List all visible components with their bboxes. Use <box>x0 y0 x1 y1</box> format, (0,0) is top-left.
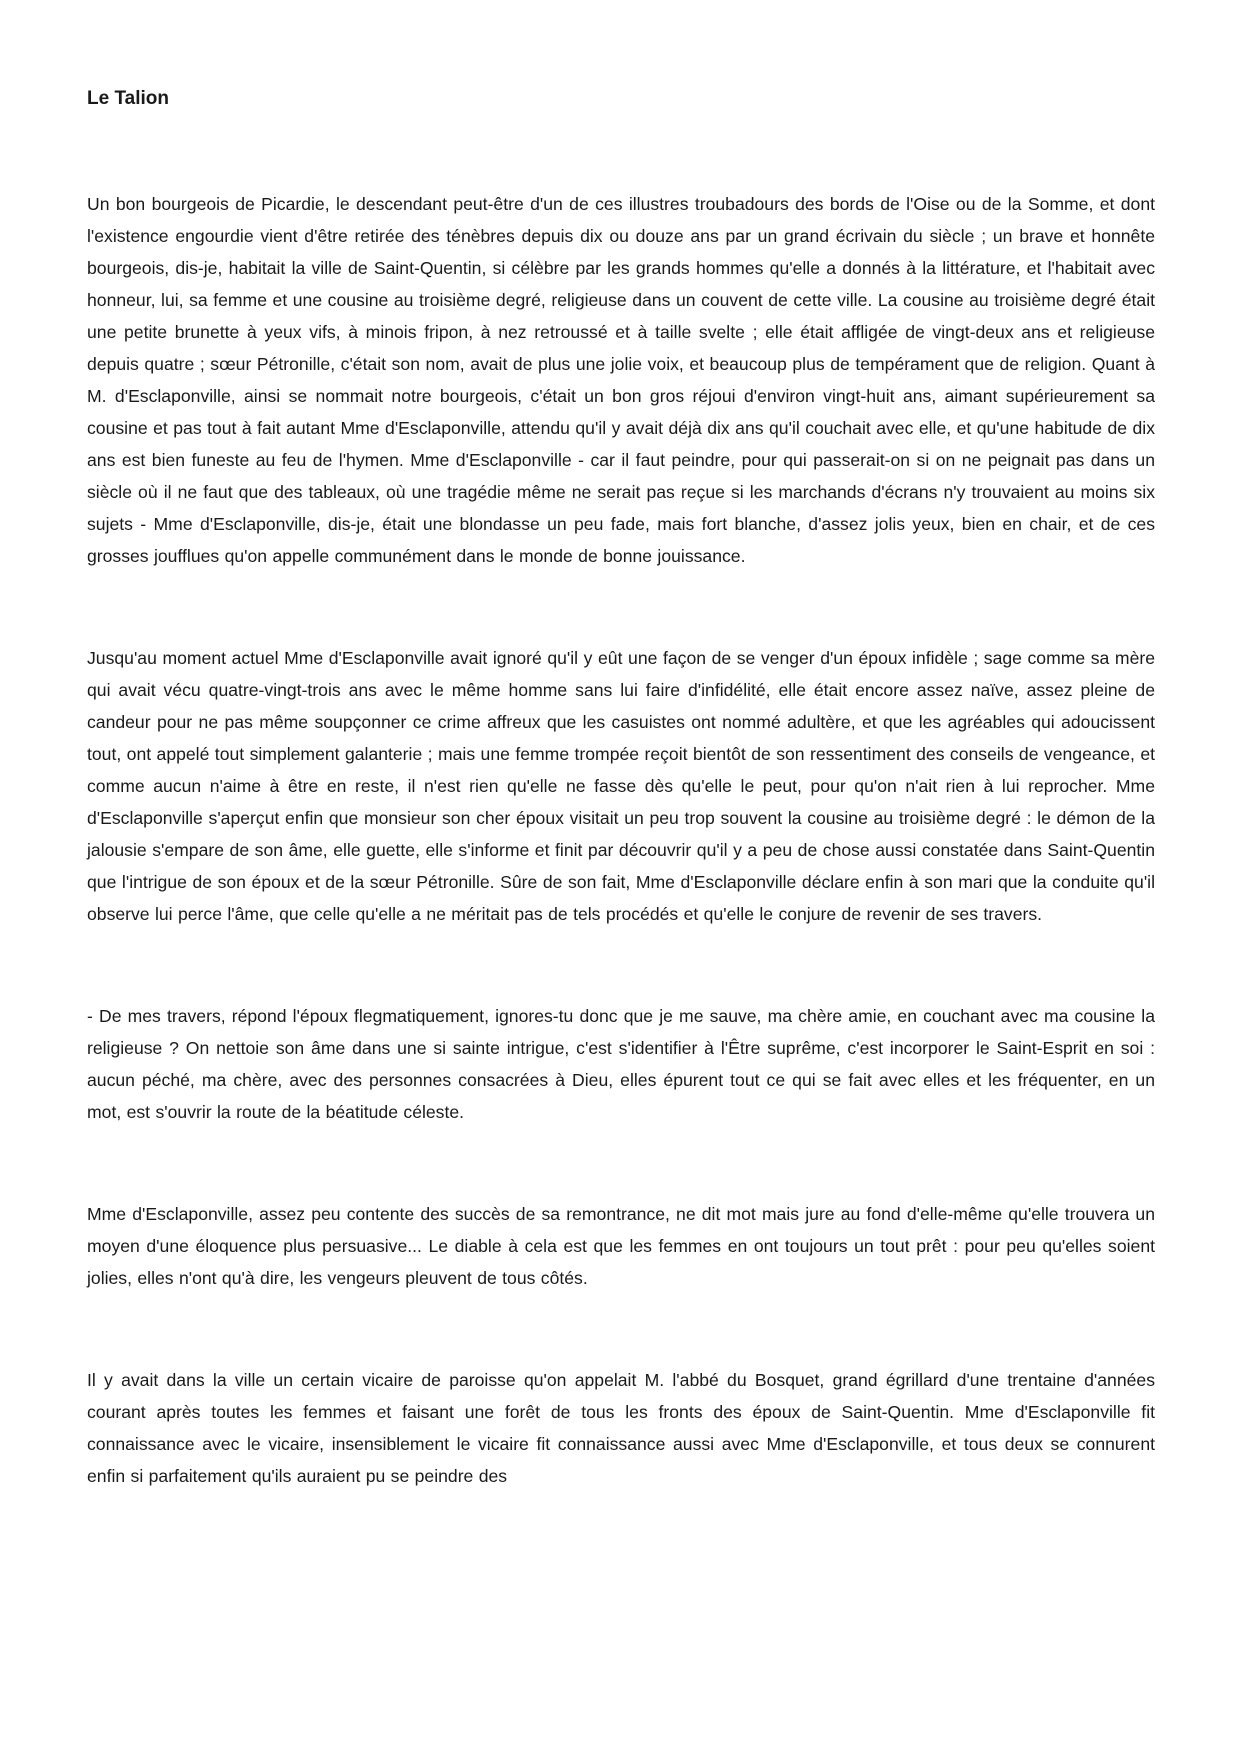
paragraph-1: Un bon bourgeois de Picardie, le descendant peut-être d'un de ces illustres troubadours des bords de l'Oise ou de la Somme, et dont l'existence engourdie vient d'être retirée des ténèbres depuis dix ou douze ans par un grand écrivain du siècle ; un brave et honnête bourgeois, dis-je, habitait la ville de Saint-Quentin, si célèbre par les grands hommes qu'elle a donnés à la littérature, et l'habitait avec honneur, lui, sa femme et une cousine au troisième degré, religieuse dans un couvent de cette ville. La cousine au troisième degré était une petite brunette à yeux vifs, à minois fripon, à nez retroussé et à taille svelte ; elle était affligée de vingt-deux ans et religieuse depuis quatre ; sœur Pétronille, c'était son nom, avait de plus une jolie voix, et beaucoup plus de tempérament que de religion. Quant à M. d'Esclaponville, ainsi se nommait notre bourgeois, c'était un bon gros réjoui d'environ vingt-huit ans, aimant supérieurement sa cousine et pas tout à fait autant Mme d'Esclaponville, attendu qu'il y avait déjà dix ans qu'il couchait avec elle, et qu'une habitude de dix ans est bien funeste au feu de l'hymen. Mme d'Esclaponville - car il faut peindre, pour qui passerait-on si on ne peignait pas dans un siècle où il ne faut que des tableaux, où une tragédie même ne serait pas reçue si les marchands d'écrans n'y trouvaient au moins six sujets - Mme d'Esclaponville, dis-je, était une blondasse un peu fade, mais fort blanche, d'assez jolis yeux, bien en chair, et de ces grosses joufflues qu'on appelle communément dans le monde de bonne jouissance. <box>87 194 1155 566</box>
paragraph-2: Jusqu'au moment actuel Mme d'Esclaponville avait ignoré qu'il y eût une façon de se venger d'un époux infidèle ; sage comme sa mère qui avait vécu quatre-vingt-trois ans avec le même homme sans lui faire d'infidélité, elle était encore assez naïve, assez pleine de candeur pour ne pas même soupçonner ce crime affreux que les casuistes ont nommé adultère, et que les agréables qui adoucissent tout, ont appelé tout simplement galanterie ; mais une femme trompée reçoit bientôt de son ressentiment des conseils de vengeance, et comme aucun n'aime à être en reste, il n'est rien qu'elle ne fasse dès qu'elle le peut, pour qu'on n'ait rien à lui reprocher. Mme d'Esclaponville s'aperçut enfin que monsieur son cher époux visitait un peu trop souvent la cousine au troisième degré : le démon de la jalousie s'empare de son âme, elle guette, elle s'informe et finit par découvrir qu'il y a peu de chose aussi constatée dans Saint-Quentin que l'intrigue de son époux et de la sœur Pétronille. Sûre de son fait, Mme d'Esclaponville déclare enfin à son mari que la conduite qu'il observe lui perce l'âme, que celle qu'elle a ne méritait pas de tels procédés et qu'elle le conjure de revenir de ses travers. <box>87 648 1155 924</box>
document-body <box>87 188 1155 1492</box>
paragraph-5: Il y avait dans la ville un certain vicaire de paroisse qu'on appelait M. l'abbé du Bosquet, grand égrillard d'une trentaine d'années courant après toutes les femmes et faisant une forêt de tous les fronts des époux de Saint-Quentin. Mme d'Esclaponville fit connaissance avec le vicaire, insensiblement le vicaire fit connaissance aussi avec Mme d'Esclaponville, et tous deux se connurent enfin si parfaitement qu'ils auraient pu se peindre des <box>87 1370 1155 1486</box>
paragraph-3: - De mes travers, répond l'époux flegmatiquement, ignores-tu donc que je me sauve, ma chère amie, en couchant avec ma cousine la religieuse ? On nettoie son âme dans une si sainte intrigue, c'est s'identifier à l'Être suprême, c'est incorporer le Saint-Esprit en soi : aucun péché, ma chère, avec des personnes consacrées à Dieu, elles épurent tout ce qui se fait avec elles et les fréquenter, en un mot, est s'ouvrir la route de la béatitude céleste. <box>87 1006 1155 1122</box>
paragraph-4: Mme d'Esclaponville, assez peu contente des succès de sa remontrance, ne dit mot mais jure au fond d'elle-même qu'elle trouvera un moyen d'une éloquence plus persuasive... Le diable à cela est que les femmes en ont toujours un tout prêt : pour peu qu'elles soient jolies, elles n'ont qu'à dire, les vengeurs pleuvent de tous côtés. <box>87 1204 1155 1288</box>
document-title: Le Talion <box>87 88 169 109</box>
